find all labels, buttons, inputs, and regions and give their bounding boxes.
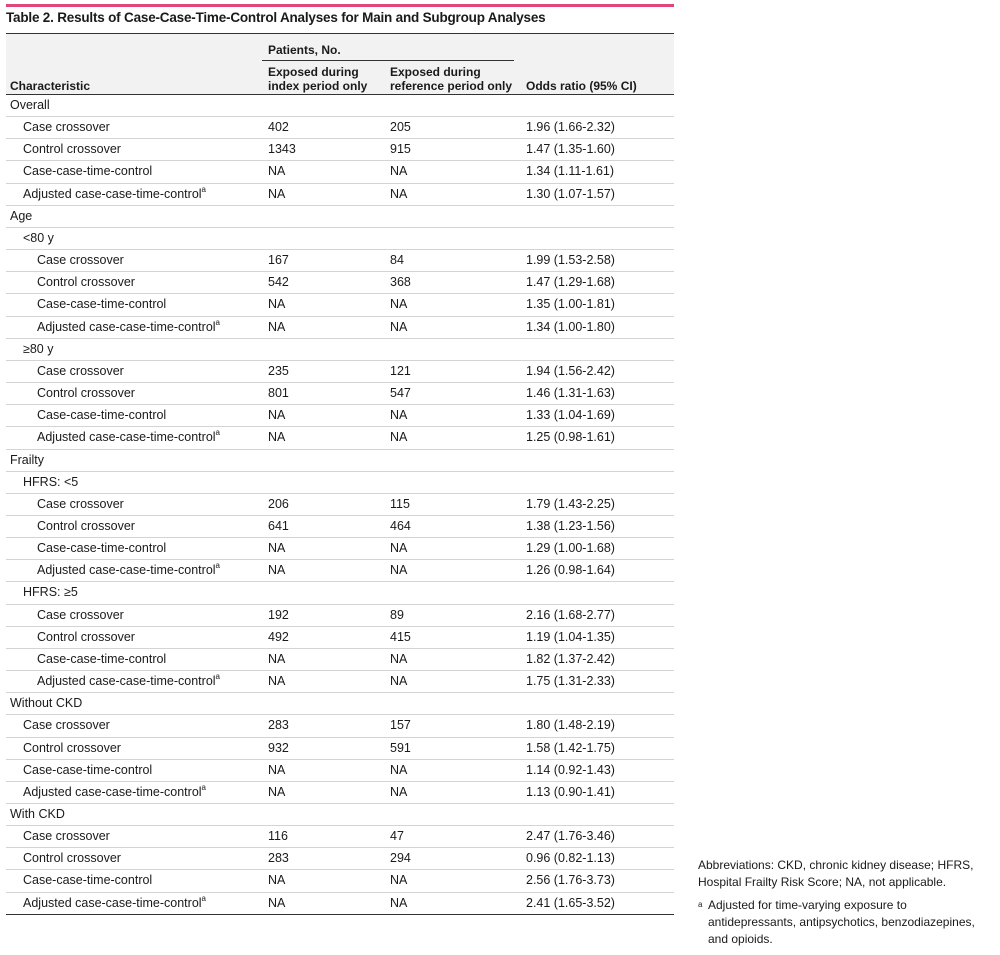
characteristic-label: Case-case-time-control <box>37 651 167 666</box>
reference-period-count: NA <box>390 297 408 312</box>
table-title: Table 2. Results of Case-Case-Time-Control Analyses for Main and Subgroup Analyses <box>6 10 546 25</box>
characteristic-cell <box>37 430 220 444</box>
odds-ratio-value: 1.33 (1.04-1.69) <box>526 408 615 423</box>
characteristic-label: Without CKD <box>10 696 83 711</box>
index-period-count: 932 <box>268 740 289 755</box>
characteristic-label: Case crossover <box>23 829 110 844</box>
characteristic-cell <box>37 563 220 577</box>
table-row <box>6 161 674 183</box>
table-row <box>6 582 674 604</box>
footnote-text: Adjusted for time-varying exposure to antidepressants, antipsychotics, benzodiazepines, and opioids. <box>708 898 975 946</box>
table-row <box>6 538 674 560</box>
reference-period-count: NA <box>390 762 408 777</box>
reference-period-count: 294 <box>390 851 411 866</box>
odds-ratio-value: 1.82 (1.37-2.42) <box>526 651 615 666</box>
table-row <box>6 627 674 649</box>
table-row <box>6 738 674 760</box>
characteristic-cell <box>37 408 166 422</box>
odds-ratio-value: 1.94 (1.56-2.42) <box>526 363 615 378</box>
characteristic-label: Overall <box>10 98 50 112</box>
characteristic-label: With CKD <box>10 807 65 821</box>
characteristic-label: Adjusted case-case-time-control <box>23 186 202 201</box>
characteristic-cell <box>23 585 78 599</box>
characteristic-cell <box>37 541 166 555</box>
odds-ratio-value: 1.47 (1.35-1.60) <box>526 142 615 157</box>
reference-period-count: 115 <box>390 496 410 511</box>
reference-period-count: NA <box>390 164 408 179</box>
footnote-a <box>698 897 994 948</box>
characteristic-label: Case-case-time-control <box>23 873 153 888</box>
reference-period-count: 89 <box>390 607 404 622</box>
characteristic-cell <box>23 164 152 178</box>
characteristic-cell <box>37 253 124 267</box>
characteristic-label: Age <box>10 208 33 223</box>
reference-period-count: NA <box>390 319 408 334</box>
reference-period-count: 157 <box>390 718 411 733</box>
reference-period-count: NA <box>390 895 408 910</box>
reference-period-count: 84 <box>390 253 404 268</box>
index-period-count: 542 <box>268 275 289 290</box>
table-row <box>6 693 674 715</box>
table-row <box>6 804 674 826</box>
index-period-count: NA <box>268 762 286 777</box>
table-row <box>6 383 674 405</box>
characteristic-cell <box>23 829 110 843</box>
reference-period-count: NA <box>390 563 408 578</box>
table-row <box>6 139 674 161</box>
characteristic-cell <box>23 718 110 732</box>
index-period-count: NA <box>268 873 286 888</box>
reference-period-count: NA <box>390 186 408 201</box>
index-period-count: NA <box>268 430 286 445</box>
table-row <box>6 870 674 892</box>
title-accent-rule <box>6 4 674 7</box>
characteristic-cell <box>23 184 206 201</box>
characteristic-label: Control crossover <box>23 740 121 755</box>
index-period-count: 801 <box>268 386 289 401</box>
table-row <box>6 848 674 870</box>
table-row <box>6 184 674 206</box>
reference-period-count: 368 <box>390 275 411 290</box>
table-row <box>6 117 674 139</box>
table-row <box>6 782 674 804</box>
characteristic-cell <box>37 297 166 311</box>
characteristic-cell <box>37 652 166 666</box>
characteristic-label: Control crossover <box>37 518 135 533</box>
characteristic-cell <box>10 696 82 710</box>
characteristic-label: Case-case-time-control <box>37 541 167 556</box>
odds-ratio-value: 2.47 (1.76-3.46) <box>526 829 615 844</box>
characteristic-cell <box>23 342 54 356</box>
patients-group-divider <box>262 60 514 61</box>
index-period-count: NA <box>268 563 286 578</box>
table-row <box>6 272 674 294</box>
index-period-count: 283 <box>268 851 289 866</box>
characteristic-cell <box>23 142 121 156</box>
table-row <box>6 361 674 383</box>
table-row <box>6 405 674 427</box>
odds-ratio-value: 1.25 (0.98-1.61) <box>526 430 615 445</box>
footnote-ref: a <box>201 893 206 903</box>
odds-ratio-header: Odds ratio (95% CI) <box>526 79 637 93</box>
table-row <box>6 294 674 316</box>
index-period-count: NA <box>268 674 286 689</box>
characteristic-cell <box>23 782 206 799</box>
characteristic-label: Case crossover <box>37 607 124 622</box>
characteristic-label: Control crossover <box>23 142 121 157</box>
characteristic-cell <box>37 275 135 289</box>
characteristic-cell <box>23 873 152 887</box>
characteristic-label: Control crossover <box>23 851 121 866</box>
characteristic-cell <box>23 120 110 134</box>
characteristic-label: Adjusted case-case-time-control <box>23 784 202 799</box>
index-period-header-line1: Exposed during <box>268 65 359 79</box>
odds-ratio-value: 1.35 (1.00-1.81) <box>526 297 615 312</box>
table-row <box>6 206 674 228</box>
characteristic-cell <box>37 608 124 622</box>
odds-ratio-value: 2.56 (1.76-3.73) <box>526 873 615 888</box>
characteristic-label: Adjusted case-case-time-control <box>23 895 202 910</box>
characteristic-header: Characteristic <box>10 79 91 93</box>
characteristic-cell <box>10 98 50 112</box>
reference-period-count: NA <box>390 873 408 888</box>
reference-period-count: NA <box>390 651 408 666</box>
index-period-count: NA <box>268 541 286 556</box>
odds-ratio-value: 2.41 (1.65-3.52) <box>526 895 615 910</box>
reference-period-header-line2: reference period only <box>390 79 513 93</box>
table-row <box>6 339 674 361</box>
reference-period-count: NA <box>390 784 408 799</box>
characteristic-cell <box>10 807 65 821</box>
reference-period-count: 915 <box>390 142 411 157</box>
odds-ratio-value: 1.99 (1.53-2.58) <box>526 253 615 268</box>
characteristic-label: Control crossover <box>37 386 135 401</box>
table-row <box>6 494 674 516</box>
characteristic-label: Control crossover <box>37 275 135 290</box>
odds-ratio-value: 1.34 (1.11-1.61) <box>526 164 615 179</box>
odds-ratio-value: 2.16 (1.68-2.77) <box>526 607 615 622</box>
table-row <box>6 649 674 671</box>
footnote-ref: a <box>215 317 220 327</box>
characteristic-cell <box>37 497 124 511</box>
abbreviations-note: Abbreviations: CKD, chronic kidney disease; HFRS, Hospital Frailty Risk Score; NA, not applicable. <box>698 858 974 889</box>
reference-period-count: 205 <box>390 120 411 135</box>
reference-period-count: 415 <box>390 629 411 644</box>
table-row <box>6 228 674 250</box>
reference-period-count: NA <box>390 430 408 445</box>
table-row <box>6 317 674 339</box>
characteristic-label: Case crossover <box>37 363 124 378</box>
characteristic-cell <box>23 475 78 489</box>
characteristic-label: Adjusted case-case-time-control <box>37 674 216 689</box>
odds-ratio-value: 1.80 (1.48-2.19) <box>526 718 615 733</box>
index-period-count: 283 <box>268 718 289 733</box>
characteristic-label: Case-case-time-control <box>37 297 167 312</box>
table-row <box>6 450 674 472</box>
table-row <box>6 760 674 782</box>
reference-period-count: NA <box>390 674 408 689</box>
odds-ratio-value: 1.75 (1.31-2.33) <box>526 674 615 689</box>
characteristic-label: ≥80 y <box>23 341 54 356</box>
odds-ratio-value: 1.58 (1.42-1.75) <box>526 740 615 755</box>
index-period-count: NA <box>268 319 286 334</box>
characteristic-label: HFRS: ≥5 <box>23 585 78 600</box>
index-period-count: NA <box>268 297 286 312</box>
characteristic-label: Adjusted case-case-time-control <box>37 319 216 334</box>
index-period-header <box>268 65 367 93</box>
characteristic-cell <box>37 386 135 400</box>
index-period-count: NA <box>268 895 286 910</box>
table-row <box>6 250 674 272</box>
table-row <box>6 605 674 627</box>
characteristic-cell <box>23 851 121 865</box>
odds-ratio-value: 1.14 (0.92-1.43) <box>526 762 615 777</box>
characteristic-label: Control crossover <box>37 629 135 644</box>
odds-ratio-value: 1.34 (1.00-1.80) <box>526 319 615 334</box>
index-period-count: NA <box>268 186 286 201</box>
characteristic-cell <box>23 231 54 245</box>
odds-ratio-value: 1.26 (0.98-1.64) <box>526 563 615 578</box>
characteristic-cell <box>37 630 135 644</box>
characteristic-label: Case crossover <box>37 496 124 511</box>
footnote-ref: a <box>215 428 220 438</box>
footnote-ref: a <box>201 782 206 792</box>
table-row <box>6 715 674 737</box>
reference-period-header-line1: Exposed during <box>390 65 481 79</box>
index-period-count: 235 <box>268 363 289 378</box>
characteristic-cell <box>23 763 152 777</box>
index-period-count: 1343 <box>268 142 296 157</box>
index-period-count: 206 <box>268 496 289 511</box>
odds-ratio-value: 1.29 (1.00-1.68) <box>526 541 615 556</box>
index-period-count: NA <box>268 408 286 423</box>
index-period-count: NA <box>268 784 286 799</box>
reference-period-count: 547 <box>390 386 411 401</box>
odds-ratio-value: 1.79 (1.43-2.25) <box>526 496 615 511</box>
table-row <box>6 560 674 582</box>
reference-period-header <box>390 65 512 93</box>
characteristic-label: Case-case-time-control <box>23 164 153 179</box>
table-row <box>6 893 674 915</box>
characteristic-label: Case-case-time-control <box>37 408 167 423</box>
reference-period-count: NA <box>390 408 408 423</box>
table-row <box>6 516 674 538</box>
index-period-count: NA <box>268 651 286 666</box>
characteristic-cell <box>23 893 206 910</box>
odds-ratio-value: 0.96 (0.82-1.13) <box>526 851 615 866</box>
characteristic-label: Frailty <box>10 452 45 467</box>
odds-ratio-value: 1.19 (1.04-1.35) <box>526 629 615 644</box>
footnote-ref: a <box>201 184 206 194</box>
footnote-ref: a <box>215 672 220 682</box>
footnote-marker: a <box>698 900 703 909</box>
odds-ratio-value: 1.30 (1.07-1.57) <box>526 186 615 201</box>
index-period-count: 402 <box>268 120 289 135</box>
table-notes <box>698 857 994 948</box>
characteristic-label: Case crossover <box>23 718 110 733</box>
footnote-ref: a <box>215 561 220 571</box>
index-period-count: NA <box>268 164 286 179</box>
odds-ratio-value: 1.96 (1.66-2.32) <box>526 120 615 135</box>
patients-group-header: Patients, No. <box>268 43 341 57</box>
table-row <box>6 671 674 693</box>
table-row <box>6 472 674 494</box>
reference-period-count: 47 <box>390 829 404 844</box>
table-row <box>6 427 674 449</box>
characteristic-label: Case crossover <box>37 253 124 268</box>
table-row <box>6 826 674 848</box>
characteristic-label: Adjusted case-case-time-control <box>37 430 216 445</box>
table-row <box>6 95 674 117</box>
reference-period-count: 591 <box>390 740 411 755</box>
index-period-count: 192 <box>268 607 289 622</box>
characteristic-cell <box>37 364 124 378</box>
table-body <box>6 95 674 915</box>
characteristic-label: Case crossover <box>23 120 110 135</box>
index-period-count: 492 <box>268 629 289 644</box>
odds-ratio-value: 1.13 (0.90-1.41) <box>526 784 615 799</box>
odds-ratio-value: 1.47 (1.29-1.68) <box>526 275 615 290</box>
characteristic-label: Adjusted case-case-time-control <box>37 563 216 578</box>
characteristic-cell <box>37 519 135 533</box>
characteristic-label: <80 y <box>23 230 54 245</box>
characteristic-cell <box>10 209 32 223</box>
index-period-count: 116 <box>268 829 288 844</box>
characteristic-cell <box>10 453 44 467</box>
reference-period-count: 464 <box>390 518 411 533</box>
characteristic-label: Case-case-time-control <box>23 762 153 777</box>
reference-period-count: NA <box>390 541 408 556</box>
odds-ratio-value: 1.46 (1.31-1.63) <box>526 386 615 401</box>
index-period-header-line2: index period only <box>268 79 368 93</box>
characteristic-cell <box>37 674 220 688</box>
characteristic-cell <box>37 317 220 334</box>
index-period-count: 167 <box>268 253 289 268</box>
odds-ratio-value: 1.38 (1.23-1.56) <box>526 518 615 533</box>
characteristic-cell <box>23 741 121 755</box>
index-period-count: 641 <box>268 518 289 533</box>
reference-period-count: 121 <box>390 363 411 378</box>
characteristic-label: HFRS: <5 <box>23 474 79 489</box>
